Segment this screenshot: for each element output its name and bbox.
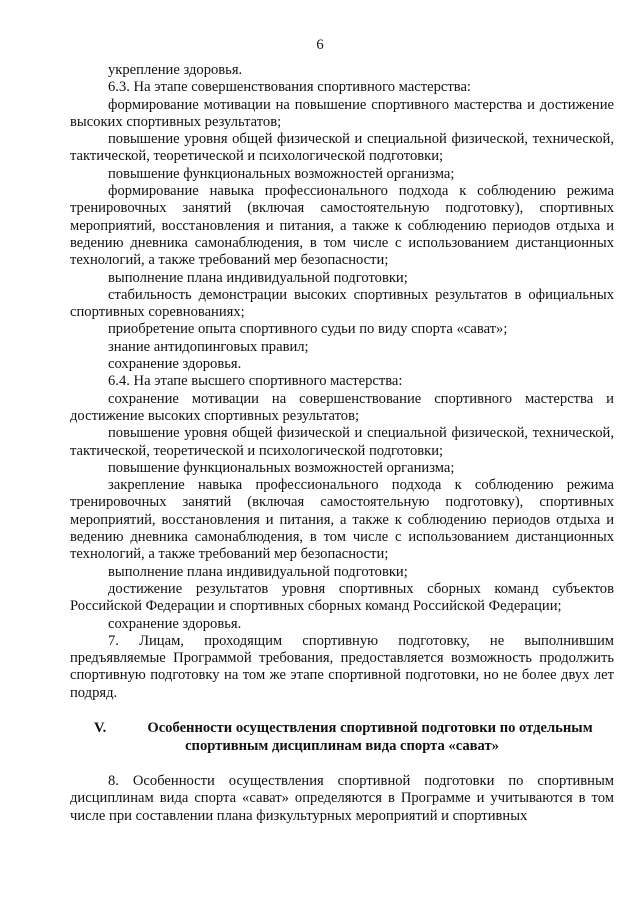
paragraph: приобретение опыта спортивного судьи по виду спорта «сават»; (108, 321, 508, 338)
paragraph: достижение результатов уровня спортивных сборных команд субъектов Российской Федерации и спортивных сборных команд Российской Федерации; (70, 580, 614, 615)
paragraph: укрепление здоровья. (108, 62, 243, 78)
section-title-line1: Особенности осуществления спортивной подготовки по отдельным (147, 720, 593, 736)
section-heading (70, 720, 614, 755)
paragraph: формирование мотивации на повышение спортивного мастерства и достижение высоких спортивных результатов; (70, 96, 614, 130)
section-body (70, 773, 614, 825)
paragraph: формирование навыка профессионального подхода к соблюдению режима тренировочных занятий (включая самостоятельную подготовку), спортивных мероприятий, восстановления и питания, а также к соблюдению периодов отдыха и ведению дневника самонаблюдения, в том числе с использованием дистанционных технологий, а также требований мер безопасности; (70, 183, 614, 269)
paragraph: стабильность демонстрации высоких спортивных результатов в официальных спортивных соревнованиях; (70, 286, 614, 321)
paragraph: 7. Лицам, проходящим спортивную подготовку, не выполнившим предъявляемые Программой требования, предоставляется возможность продолжить спортивную подготовку на том же этапе спортивной подготовки, но не более двух лет подряд. (70, 632, 614, 701)
paragraph: сохранение здоровья. (108, 615, 242, 632)
paragraph: повышение уровня общей физической и специальной физической, технической, тактической, теоретической и психологической подготовки; (70, 425, 614, 459)
section-title-line2: спортивным дисциплинам вида спорта «сават» (185, 737, 499, 754)
document-body (70, 62, 614, 702)
page-number: 6 (316, 37, 324, 53)
paragraph: повышение уровня общей физической и специальной физической, технической, тактической, теоретической и психологической подготовки; (70, 131, 614, 165)
paragraph: 8. Особенности осуществления спортивной подготовки по спортивным дисциплинам вида спорта «сават» определяются в Программе и учитываются в том числе при составлении плана физкультурных мероприятий и спортивных (70, 773, 614, 824)
paragraph: сохранение здоровья. (108, 356, 242, 373)
paragraph: сохранение мотивации на совершенствование спортивного мастерства и достижение высоких спортивных результатов; (70, 390, 614, 424)
paragraph: 6.3. На этапе совершенствования спортивного мастерства: (108, 79, 471, 96)
paragraph: знание антидопинговых правил; (108, 338, 309, 355)
paragraph: 6.4. На этапе высшего спортивного мастерства: (108, 373, 403, 390)
paragraph: повышение функциональных возможностей организма; (108, 165, 455, 182)
paragraph: повышение функциональных возможностей организма; (108, 459, 455, 476)
paragraph: закрепление навыка профессионального подхода к соблюдению режима тренировочных занятий (включая самостоятельную подготовку), спортивных мероприятий, восстановления и питания, а также к соблюдению периодов отдыха и ведению дневника самонаблюдения, в том числе с использованием дистанционных технологий, а также требований мер безопасности; (70, 477, 614, 563)
section-number: V. (94, 720, 107, 736)
paragraph: выполнение плана индивидуальной подготовки; (108, 269, 408, 286)
paragraph: выполнение плана индивидуальной подготовки; (108, 563, 408, 580)
